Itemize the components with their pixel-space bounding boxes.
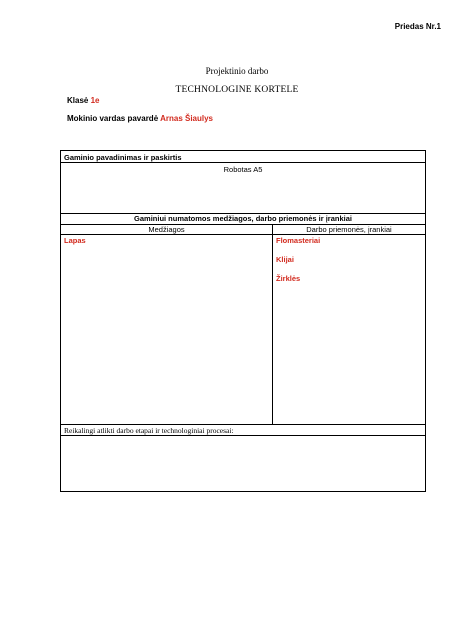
student-value: Arnas Šiaulys xyxy=(160,114,214,123)
class-label: Klasė xyxy=(67,96,89,105)
document-title: TECHNOLOGINE KORTELE xyxy=(175,85,299,95)
materials-column-header: Medžiagos xyxy=(148,225,185,234)
tool-item: Flomasteriai xyxy=(276,236,321,245)
class-field xyxy=(67,96,100,105)
column-divider xyxy=(272,224,273,424)
student-field xyxy=(67,114,213,123)
tool-item: Klijai xyxy=(276,255,294,264)
technology-card xyxy=(60,150,426,492)
product-header: Gaminio pavadinimas ir paskirtis xyxy=(64,153,182,162)
appendix-label: Priedas Nr.1 xyxy=(394,22,441,31)
divider xyxy=(61,424,425,425)
student-label: Mokinio vardas pavardė xyxy=(67,114,159,123)
material-item: Lapas xyxy=(64,236,86,245)
document-subtitle: Projektinio darbo xyxy=(205,66,269,76)
divider xyxy=(61,162,425,163)
divider xyxy=(61,234,425,235)
divider xyxy=(61,435,425,436)
materials-header: Gaminiui numatomos medžiagos, darbo priemonės ir įrankiai xyxy=(134,214,352,223)
stages-header: Reikalingi atlikti darbo etapai ir technologiniai procesai: xyxy=(64,426,234,435)
tools-column-header: Darbo priemonės, įrankiai xyxy=(306,225,392,234)
tool-item: Žirklės xyxy=(276,274,301,283)
product-name: Robotas A5 xyxy=(223,165,263,174)
class-value: 1e xyxy=(90,96,100,105)
